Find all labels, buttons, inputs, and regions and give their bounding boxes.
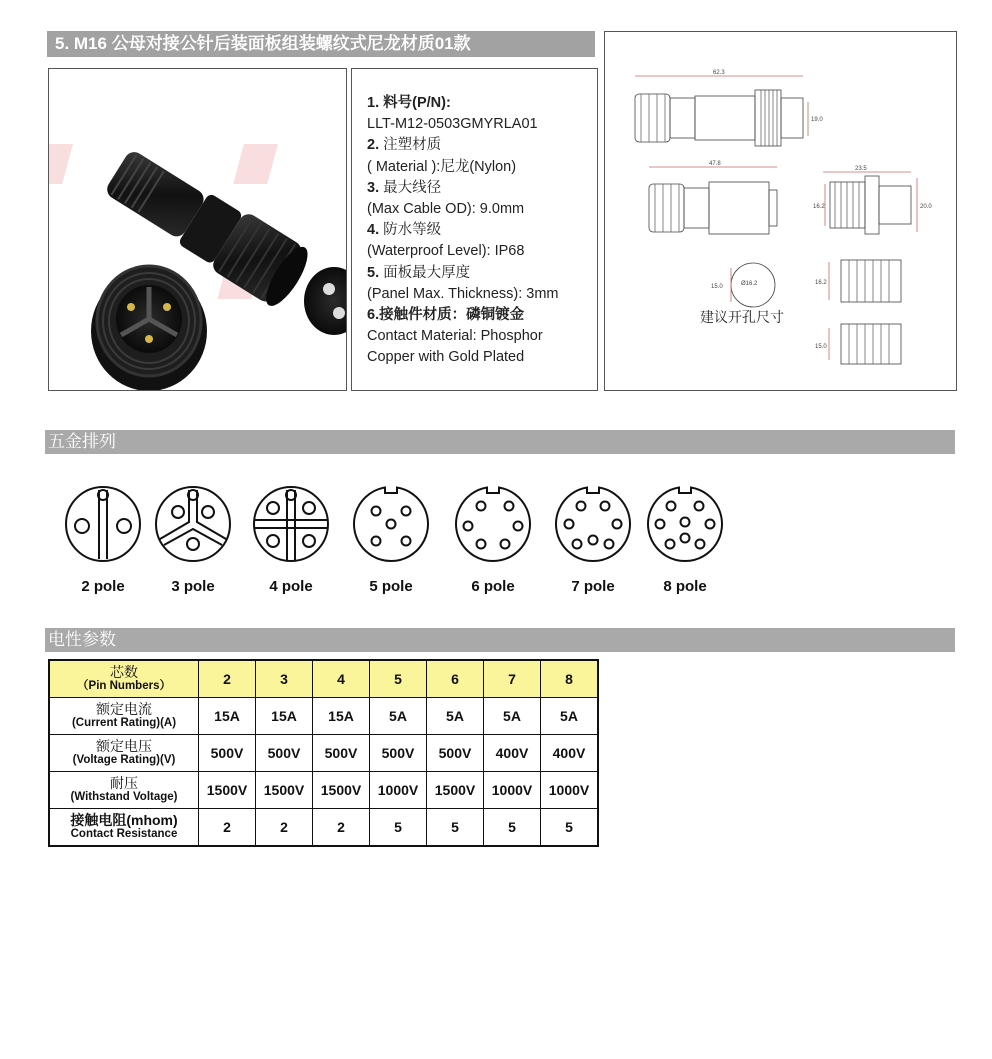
pin-8-icon	[640, 484, 730, 574]
table-cell: 1500V	[427, 772, 484, 809]
table-row	[49, 698, 598, 735]
table-header-cell: 2	[199, 660, 256, 698]
product-title: 5. M16 公母对接公针后装面板组装螺纹式尼龙材质01款	[47, 31, 595, 57]
table-cell: 500V	[370, 735, 427, 772]
table-row-header: 额定电压 (Voltage Rating)(V)	[49, 735, 199, 772]
table-cell: 400V	[484, 735, 541, 772]
spec-waterproof-value: (Waterproof Level): IP68	[367, 243, 525, 260]
pin-label: 4 pole	[269, 578, 313, 595]
table-cell: 5	[427, 809, 484, 847]
table-row-header: 接触电阻(mhom) Contact Resistance	[49, 809, 199, 847]
table-cell: 400V	[541, 735, 599, 772]
dim-hole-flat: 15.0	[711, 284, 723, 290]
table-row-header: 额定电流 (Current Rating)(A)	[49, 698, 199, 735]
table-header-cell: 5	[370, 660, 427, 698]
spec-cable-value: (Max Cable OD): 9.0mm	[367, 201, 525, 218]
spec-contact-value-2: Copper with Gold Plated	[367, 349, 525, 366]
pin-diagram-8-pole	[640, 484, 730, 594]
pin-label: 5 pole	[369, 578, 413, 595]
spec-list	[367, 93, 559, 369]
table-cell: 500V	[199, 735, 256, 772]
product-photo	[48, 68, 347, 391]
table-cell: 2	[256, 809, 313, 847]
dim-mid-length: 47.8	[709, 161, 721, 167]
table-cell: 5A	[370, 698, 427, 735]
pin-7-icon	[548, 484, 638, 574]
table-cell: 500V	[313, 735, 370, 772]
spec-material-value: ( Material ):尼龙(Nylon)	[367, 158, 517, 175]
table-cell: 15A	[313, 698, 370, 735]
spec-cable-heading: 3. 最大线径	[367, 179, 442, 196]
table-cell: 2	[199, 809, 256, 847]
pin-diagram-3-pole	[148, 484, 238, 594]
hole-caption: 建议开孔尺寸	[700, 309, 784, 325]
table-cell: 1500V	[199, 772, 256, 809]
section-pin-layout: 五金排列	[45, 430, 955, 454]
table-header-cell: 4	[313, 660, 370, 698]
table-cell: 15A	[256, 698, 313, 735]
table-cell: 5	[541, 809, 599, 847]
table-cell: 15A	[199, 698, 256, 735]
table-header-cell: 8	[541, 660, 599, 698]
dim-hole-diameter: Ø16.2	[741, 281, 758, 287]
technical-drawing-illustration	[605, 32, 956, 390]
table-cell: 5	[484, 809, 541, 847]
table-header-cell: 7	[484, 660, 541, 698]
spec-material-heading: 2. 注塑材质	[367, 137, 442, 154]
table-header-row	[49, 660, 598, 698]
table-cell: 5A	[427, 698, 484, 735]
table-cell: 1000V	[370, 772, 427, 809]
pin-6-icon	[448, 484, 538, 574]
table-cell: 500V	[256, 735, 313, 772]
table-row	[49, 735, 598, 772]
spec-panel-value: (Panel Max. Thickness): 3mm	[367, 285, 559, 302]
table-header-cell: 芯数 （Pin Numbers）	[49, 660, 199, 698]
spec-contact-heading: 6.接触件材质：磷铜镀金	[367, 307, 525, 324]
dim-right-width: 23.5	[855, 166, 867, 172]
pin-label: 6 pole	[471, 578, 515, 595]
pin-diagram-6-pole	[448, 484, 538, 594]
pin-2-icon	[58, 484, 148, 574]
specification-panel	[351, 68, 598, 391]
connector-photo-illustration	[49, 69, 346, 390]
table-cell: 500V	[427, 735, 484, 772]
dim-top-height: 19.0	[811, 117, 823, 123]
spec-panel-heading: 5. 面板最大厚度	[367, 264, 471, 281]
pin-diagram-2-pole	[58, 484, 148, 594]
table-cell: 1500V	[256, 772, 313, 809]
table-cell: 5	[370, 809, 427, 847]
table-cell: 2	[313, 809, 370, 847]
dimension-drawing	[604, 31, 957, 391]
pin-diagram-4-pole	[246, 484, 336, 594]
pin-label: 7 pole	[571, 578, 615, 595]
dim-right-outer: 20.0	[920, 204, 932, 210]
pin-label: 8 pole	[663, 578, 707, 595]
dim-thread-2: 15.0	[815, 344, 827, 350]
spec-part-number-value: LLT-M12-0503GMYRLA01	[367, 116, 538, 133]
pin-4-icon	[246, 484, 336, 574]
pin-3-icon	[148, 484, 238, 574]
pin-5-icon	[346, 484, 436, 574]
spec-contact-value-1: Contact Material: Phosphor	[367, 328, 543, 345]
table-cell: 5A	[541, 698, 599, 735]
dim-thread-1: 16.2	[815, 280, 827, 286]
table-cell: 5A	[484, 698, 541, 735]
table-row-header: 耐压 (Withstand Voltage)	[49, 772, 199, 809]
section-electrical: 电性参数	[45, 628, 955, 652]
electrical-parameters-table	[48, 659, 599, 847]
dim-right-inner: 16.2	[813, 204, 825, 210]
pin-label: 2 pole	[81, 578, 125, 595]
spec-waterproof-heading: 4. 防水等级	[367, 222, 442, 239]
table-cell: 1500V	[313, 772, 370, 809]
pin-diagram-7-pole	[548, 484, 638, 594]
table-cell: 1000V	[484, 772, 541, 809]
table-header-cell: 6	[427, 660, 484, 698]
table-cell: 1000V	[541, 772, 599, 809]
pin-diagram-5-pole	[346, 484, 436, 594]
table-header-cell: 3	[256, 660, 313, 698]
table-row	[49, 772, 598, 809]
pin-label: 3 pole	[171, 578, 215, 595]
dim-top-length: 62.3	[713, 70, 725, 76]
spec-part-number-heading: 1. 料号(P/N):	[367, 95, 451, 111]
table-row	[49, 809, 598, 847]
